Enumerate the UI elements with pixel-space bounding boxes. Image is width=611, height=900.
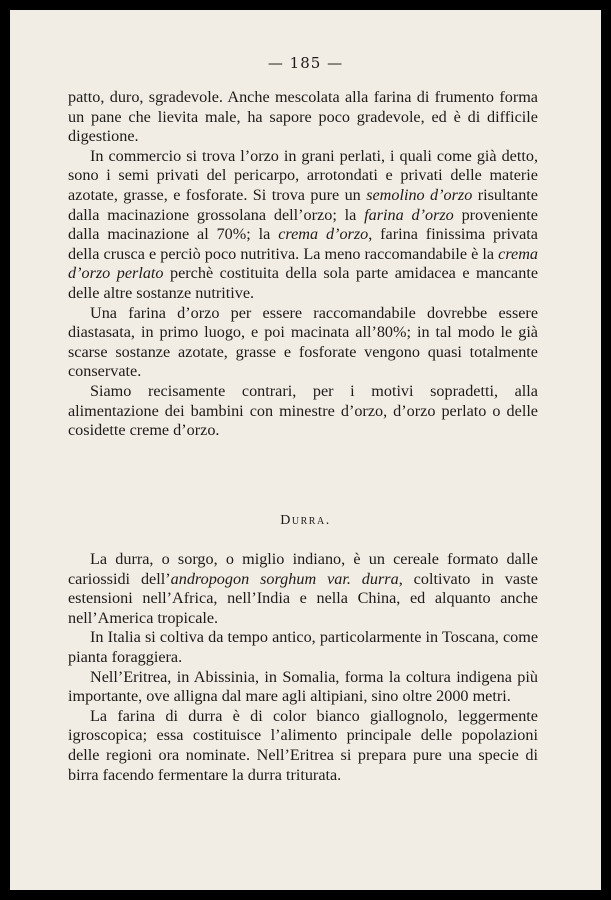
text-run: proveniente dalla macinazione al 70%; la [68,205,538,244]
text-run: Nell’Eritrea, in Abissinia, in Somalia, forma la coltura indigena più importante, ove alligna dal mare agli altipiani, sino oltre 2000 metri. [68,667,538,706]
text-run: La durra, o sorgo, o miglio indiano, è un cereale formato dalle cariossidi dell’ [68,550,538,588]
paragraph [68,628,538,667]
text-run: perchè costituita della sola parte amidacea e mancante delle altre sostanze nutritive. [68,264,539,302]
italic-term: crema d’orzo perlato [68,244,538,283]
paragraph [68,147,538,304]
italic-term: farina d’orzo [364,205,454,224]
text-run: , coltivato in vaste estensioni nell’Africa, nell’India e nella China, ed alquanto anche nell’America tropicale. [68,569,538,627]
paragraph [68,304,538,382]
italic-term: crema d’orzo [278,225,369,244]
paragraph [68,707,538,785]
text-run: risultante dalla macinazione grossolana dell’orzo; la [68,185,538,224]
paragraph [68,550,538,628]
page-number: — 185 — [267,54,344,72]
orzo-section [68,88,538,441]
paragraph [68,668,538,707]
italic-term: semolino d’orzo [366,185,473,204]
durra-section [68,550,538,785]
paragraph [68,382,538,441]
book-page [10,10,601,890]
text-run: , farina finissima privata della crusca e perciò poco nutritiva. La meno raccomandabile è la [68,225,538,263]
text-run: In Italia si coltiva da tempo antico, particolarmente in Toscana, come pianta foraggiera. [68,628,538,666]
text-run: patto, duro, sgradevole. Anche mescolata alla farina di frumento forma un pane che lievita male, ha sapore poco gradevole, ed è di difficile digestione. [68,88,538,146]
section-heading: Durra. [280,513,331,528]
text-run: Siamo recisamente contrari, per i motivi sopradetti, alla alimentazione dei bambini con minestre d’orzo, d’orzo perlato o delle cosidette creme d’orzo. [68,381,538,440]
text-run: Una farina d’orzo per essere raccomandabile dovrebbe essere diastasata, in primo luogo, e poi macinata all’80%; in tal modo le già scarse sostanze azotate, grasse e fosforate vengono quasi totalmente conservate. [68,303,538,381]
text-run: In commercio si trova l’orzo in grani perlati, i quali come già detto, sono i semi privati del pericarpo, arrotondati e privati delle materie azotate, grasse, e fosforate. Si trova pure un [68,146,538,204]
paragraph [68,88,538,147]
italic-term: andropogon sorghum var. durra [170,569,399,588]
text-run: La farina di durra è di color bianco giallognolo, leggermente igroscopica; essa costituisce l’alimento principale delle popolazioni delle regioni ora nominate. Nell’Eritrea si prepara pure una specie di birra facendo fermentare la durra triturata. [68,706,538,784]
